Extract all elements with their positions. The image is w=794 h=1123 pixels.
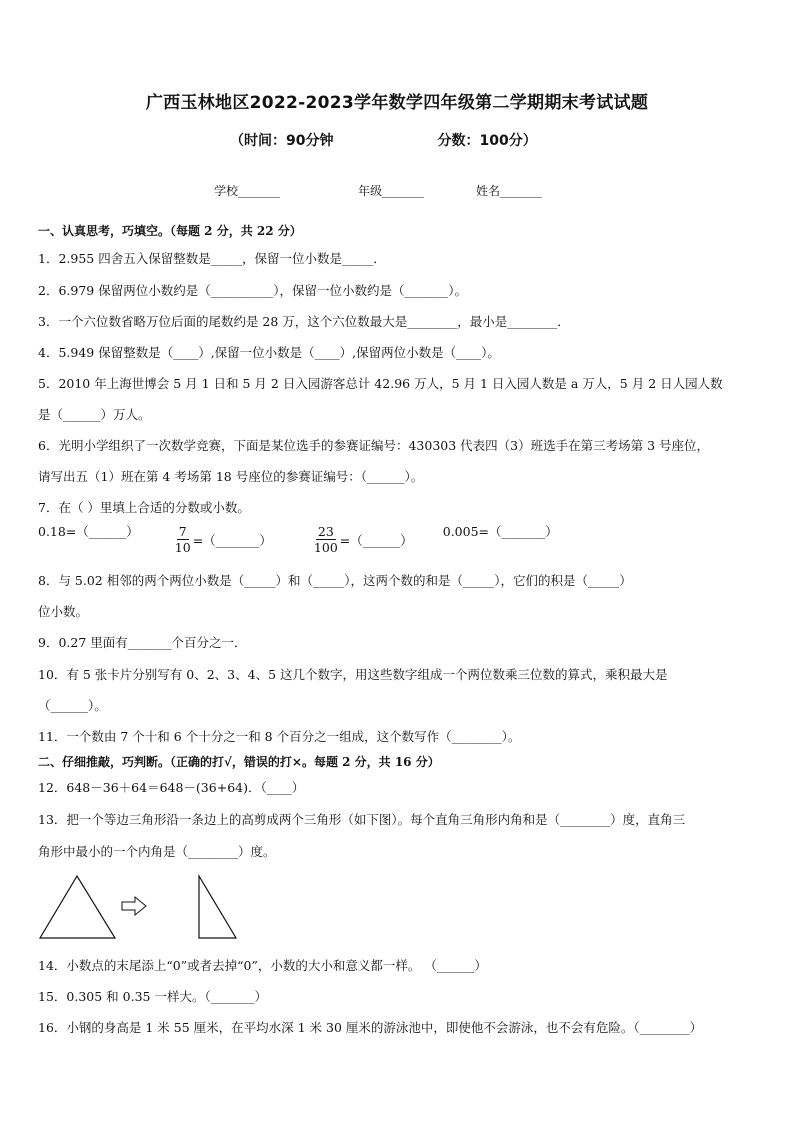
exam-title: 广西玉林地区2022-2023学年数学四年级第二学期期末考试试题 [145,93,649,113]
q7-item-b: =（_______） [192,532,272,548]
school-field: 学校_______ [214,184,281,198]
exam-info [230,130,537,150]
student-fields [214,182,542,199]
question-6-line-1: 6．光明小学组织了一次数学竞赛，下面是某位选手的参赛证编号：430303 代表四（3）班选手在第三考场第 3 号座位， [38,438,709,453]
fraction-denominator: 10 [174,540,191,555]
exam-time: （时间：90分钟 [230,133,334,149]
question-13-line-1: 13．把一个等边三角形沿一条边上的高剪成两个三角形（如下图）。每个直角三角形内角和是（________）度，直角三 [38,812,686,827]
right-arrow-icon [122,897,146,915]
question-9: 9．0.27 里面有_______个百分之一． [38,635,247,650]
question-7-items [38,522,558,555]
question-16: 16．小钢的身高是 1 米 55 厘米，在平均水深 1 米 30 厘米的游泳池中，即使他不会游泳，也不会有危险。（________） [38,1020,703,1035]
question-5-line-1: 5．2010 年上海世博会 5 月 1 日和 5 月 2 日入园游客总计 42.96 万人，5 月 1 日入园人数是 a 万人，5 月 2 日人园人数 [38,376,723,391]
exam-score: 分数：100分） [437,133,537,149]
question-3: 3．一个六位数省略万位后面的尾数约是 28 万，这个六位数最大是________，最小是________． [38,314,570,329]
section-2-heading: 二、仔细推敲，巧判断。（正确的打√，错误的打×。每题 2 分，共 16 分） [38,755,440,769]
question-4: 4．5.949 保留整数是（____）,保留一位小数是（____）,保留两位小数是（____）。 [38,345,500,360]
q7-item-c: =（______） [339,532,413,548]
question-12: 12．648－36＋64＝648－(36+64)．（____） [38,780,305,795]
question-1: 1．2.955 四舍五入保留整数是_____，保留一位小数是_____． [38,251,386,266]
grade-field: 年级_______ [358,184,425,198]
fraction-numerator: 7 [178,524,187,539]
q7-item-a: 0.18=（______） [38,524,139,539]
question-7: 7．在（ ）里填上合适的分数或小数。 [38,500,250,515]
question-15: 15．0.305 和 0.35 一样大。（_______） [38,989,267,1004]
equilateral-triangle [40,876,115,938]
fraction-23-100 [314,524,338,555]
question-6-line-2: 请写出五（1）班在第 4 考场第 18 号座位的参赛证编号：（______）。 [38,469,424,484]
question-8-line-2: 位小数。 [38,604,89,619]
question-10-line-1: 10．有 5 张卡片分别写有 0、2、3、4、5 这几个数字，用这些数字组成一个两位数乘三位数的算式，乘积最大是 [38,667,668,682]
name-field: 姓名_______ [476,184,543,198]
question-10-line-2: （______）。 [38,698,107,713]
section-1-heading: 一、认真思考，巧填空。（每题 2 分，共 22 分） [38,224,302,238]
question-2: 2．6.979 保留两位小数约是（__________），保留一位小数约是（_______）。 [38,283,467,298]
right-triangle [199,876,236,938]
fraction-7-10 [175,524,191,555]
question-11: 11．一个数由 7 个十和 6 个十分之一和 8 个百分之一组成，这个数写作（________）。 [38,729,521,744]
question-5-line-2: 是（______）万人。 [38,407,151,422]
triangle-cut-figure [38,872,248,944]
question-8-line-1: 8．与 5.02 相邻的两个两位小数是（_____）和（_____），这两个数的和是（_____），它们的积是（_____） [38,573,632,588]
question-13-line-2: 角形中最小的一个内角是（________）度。 [38,844,276,859]
question-14: 14．小数点的末尾添上“0”或者去掉“0”，小数的大小和意义都一样。 （______） [38,958,487,973]
fraction-denominator: 100 [313,540,338,555]
q7-item-d: 0.005=（_______） [442,524,558,539]
fraction-numerator: 23 [317,524,334,539]
